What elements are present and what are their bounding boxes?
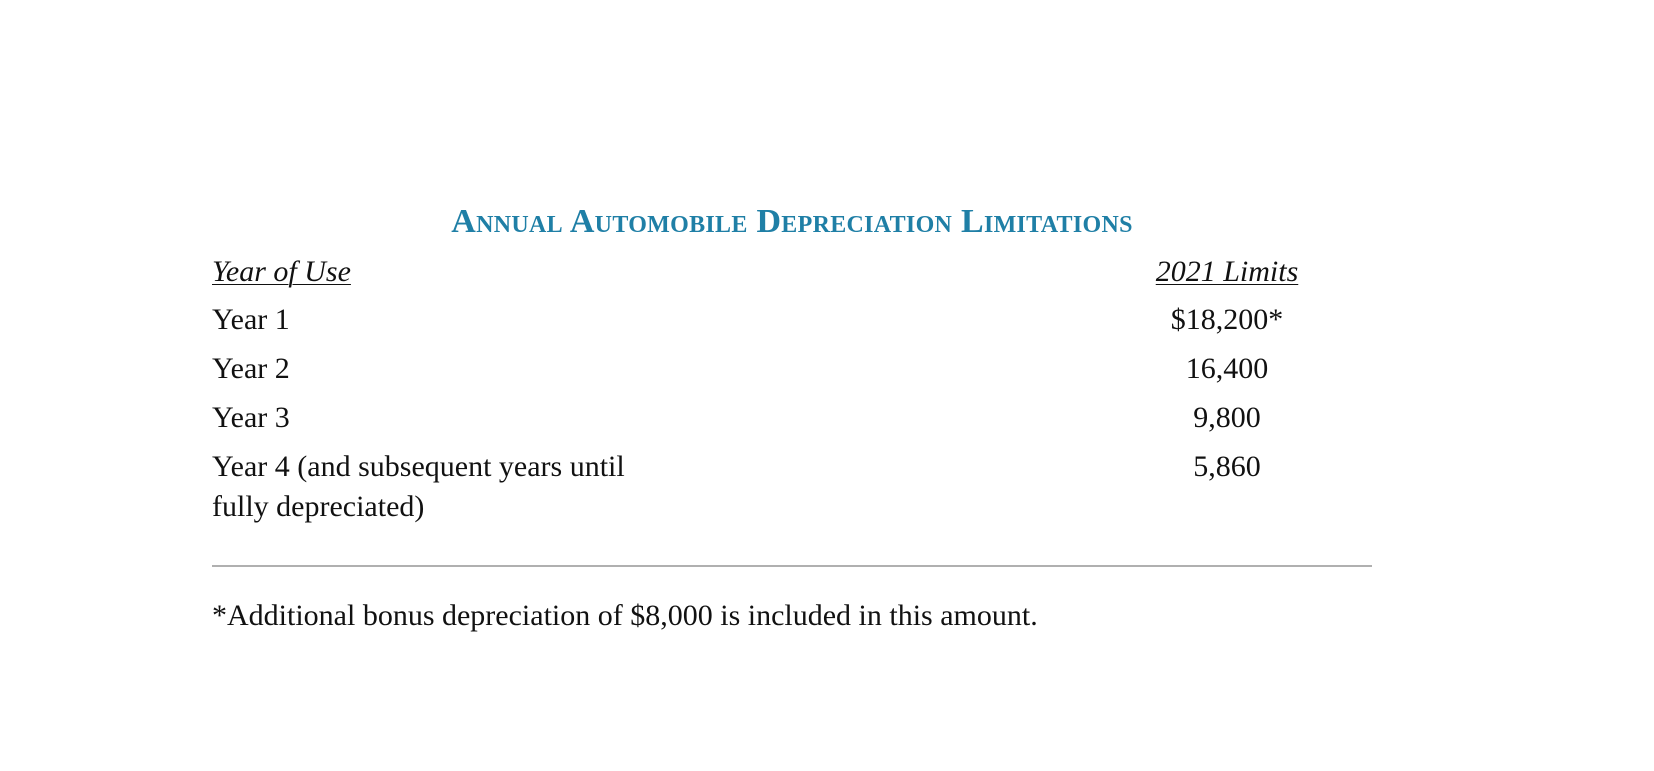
page-title: Annual Automobile Depreciation Limitations (451, 203, 1133, 240)
row-limit-value: 16,400 (1185, 352, 1269, 385)
row-limit-value: 9,800 (1193, 401, 1261, 434)
table-divider (212, 565, 1372, 567)
footnote: *Additional bonus depreciation of $8,000 is included in this amount. (212, 599, 1038, 632)
row-limit-value: 5,860 (1193, 450, 1261, 483)
row-year-label: Year 2 (212, 352, 290, 385)
row-year-label: Year 3 (212, 401, 290, 434)
column-header-year: Year of Use (212, 255, 351, 288)
column-header-limits: 2021 Limits (1155, 255, 1299, 288)
row-year-label: Year 1 (212, 303, 290, 336)
row-limit-value: $18,200* (1170, 303, 1284, 336)
row-year-label: Year 4 (and subsequent years until fully depreciated) (212, 450, 625, 523)
